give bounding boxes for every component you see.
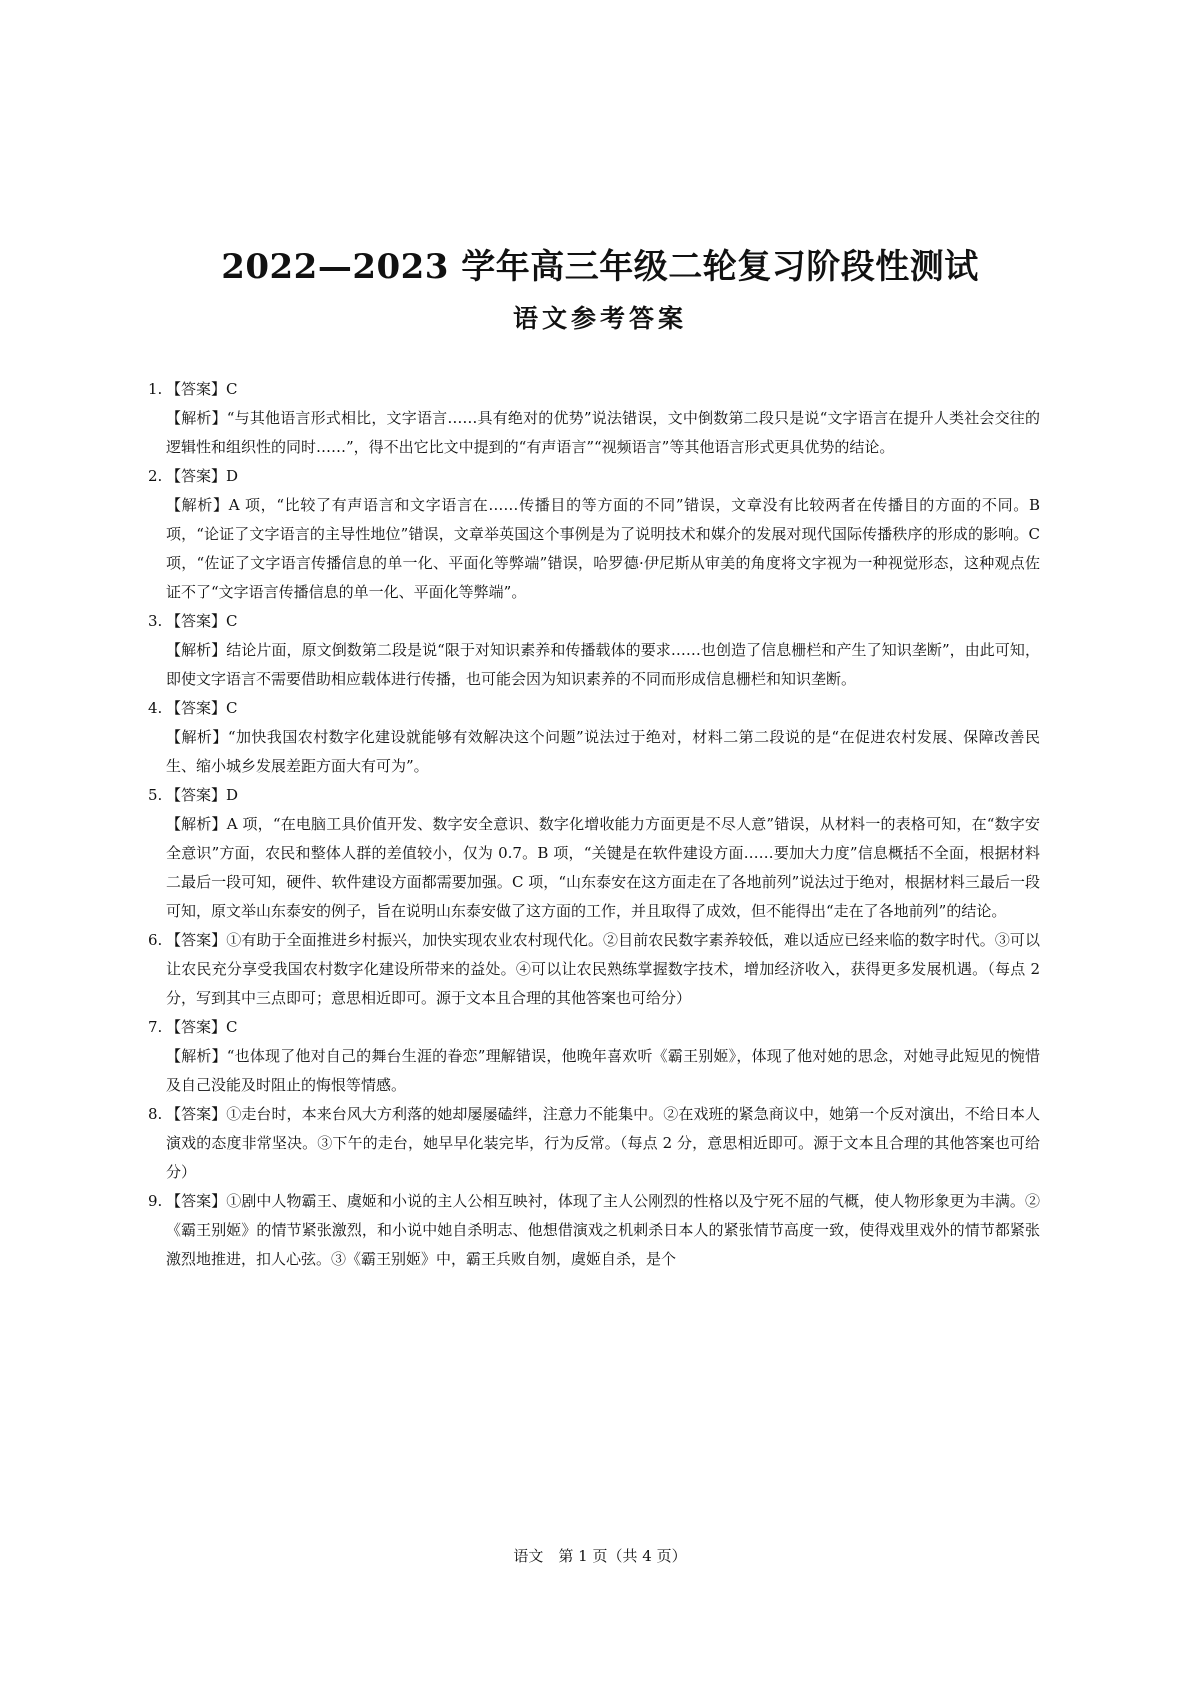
answer-item-1 <box>148 375 1040 462</box>
answer-text: 【答案】C <box>166 699 238 717</box>
analysis-text: 【解析】“加快我国农村数字化建设就能够有效解决这个问题”说法过于绝对，材料二第二段说的是“在促进农村发展、保障改善民生、缩小城乡发展差距方面大有可为”。 <box>166 728 1040 775</box>
answer-text: 【答案】①走台时，本来台风大方利落的她却屡屡磕绊，注意力不能集中。②在戏班的紧急商议中，她第一个反对演出，不给日本人演戏的态度非常坚决。③下午的走台，她早早化装完毕，行为反常。（每点 2 分，意思相近即可。源于文本且合理的其他答案也可给分） <box>166 1105 1040 1181</box>
answer-item-2 <box>148 462 1040 607</box>
answer-text: 【答案】D <box>166 467 239 485</box>
item-number: 6. <box>148 931 163 949</box>
answer-item-5 <box>148 781 1040 926</box>
answer-item-6 <box>148 926 1040 1013</box>
answer-list <box>148 375 1040 1274</box>
item-number: 3. <box>148 612 163 630</box>
answer-item-7 <box>148 1013 1040 1100</box>
analysis-text: 【解析】“与其他语言形式相比，文字语言……具有绝对的优势”说法错误，文中倒数第二段只是说“文字语言在提升人类社会交往的逻辑性和组织性的同时……”，得不出它比文中提到的“有声语言”“视频语言”等其他语言形式更具优势的结论。 <box>166 409 1040 456</box>
item-number: 4. <box>148 699 163 717</box>
analysis-text: 【解析】结论片面，原文倒数第二段是说“限于对知识素养和传播载体的要求……也创造了信息栅栏和产生了知识垄断”，由此可知，即使文字语言不需要借助相应载体进行传播，也可能会因为知识素养的不同而形成信息栅栏和知识垄断。 <box>166 641 1040 688</box>
answer-text: 【答案】C <box>166 1018 238 1036</box>
page-footer: 语文 第 1 页（共 4 页） <box>513 1547 687 1565</box>
document-subtitle: 语文参考答案 <box>512 304 687 333</box>
document-title: 2022—2023 学年高三年级二轮复习阶段性测试 <box>221 247 979 287</box>
answer-item-8 <box>148 1100 1040 1187</box>
answer-text: 【答案】C <box>166 612 238 630</box>
answer-text: 【答案】D <box>166 786 239 804</box>
item-number: 5. <box>148 786 163 804</box>
item-number: 9. <box>148 1192 163 1210</box>
answer-text: 【答案】①有助于全面推进乡村振兴，加快实现农业农村现代化。②目前农民数字素养较低，难以适应已经来临的数字时代。③可以让农民充分享受我国农村数字化建设所带来的益处。④可以让农民熟练掌握数字技术，增加经济收入，获得更多发展机遇。（每点 2 分，写到其中三点即可；意思相近即可。源于文本且合理的其他答案也可给分） <box>166 931 1040 1007</box>
answer-text: 【答案】①剧中人物霸王、虞姬和小说的主人公相互映衬，体现了主人公刚烈的性格以及宁死不屈的气概，使人物形象更为丰满。②《霸王别姬》的情节紧张激烈，和小说中她自杀明志、他想借演戏之机刺杀日本人的紧张情节高度一致，使得戏里戏外的情节都紧张激烈地推进，扣人心弦。③《霸王别姬》中，霸王兵败自刎，虞姬自杀，是个 <box>166 1192 1040 1268</box>
analysis-text: 【解析】“也体现了他对自己的舞台生涯的眷恋”理解错误，他晚年喜欢听《霸王别姬》，体现了他对她的思念，对她寻此短见的惋惜及自己没能及时阻止的悔恨等情感。 <box>166 1047 1040 1094</box>
item-number: 2. <box>148 467 163 485</box>
item-number: 8. <box>148 1105 163 1123</box>
answer-item-4 <box>148 694 1040 781</box>
analysis-text: 【解析】A 项，“比较了有声语言和文字语言在……传播目的等方面的不同”错误，文章没有比较两者在传播目的方面的不同。B 项，“论证了文字语言的主导性地位”错误，文章举英国这个事例是为了说明技术和媒介的发展对现代国际传播秩序的形成的影响。C 项，“佐证了文字语言传播信息的单一化、平面化等弊端”错误，哈罗德·伊尼斯从审美的角度将文字视为一种视觉形态，这种观点佐证不了“文字语言传播信息的单一化、平面化等弊端”。 <box>166 496 1040 601</box>
item-number: 7. <box>148 1018 163 1036</box>
item-number: 1. <box>148 380 163 398</box>
analysis-text: 【解析】A 项，“在电脑工具价值开发、数字安全意识、数字化增收能力方面更是不尽人意”错误，从材料一的表格可知，在“数字安全意识”方面，农民和整体人群的差值较小，仅为 0.7。B 项，“关键是在软件建设方面……要加大力度”信息概括不全面，根据材料二最后一段可知，硬件、软件建设方面都需要加强。C 项，“山东泰安在这方面走在了各地前列”说法过于绝对，根据材料三最后一段可知，原文举山东泰安的例子，旨在说明山东泰安做了这方面的工作，并且取得了成效，但不能得出“走在了各地前列”的结论。 <box>166 815 1040 920</box>
answer-item-9 <box>148 1187 1040 1274</box>
answer-text: 【答案】C <box>166 380 238 398</box>
answer-item-3 <box>148 607 1040 694</box>
